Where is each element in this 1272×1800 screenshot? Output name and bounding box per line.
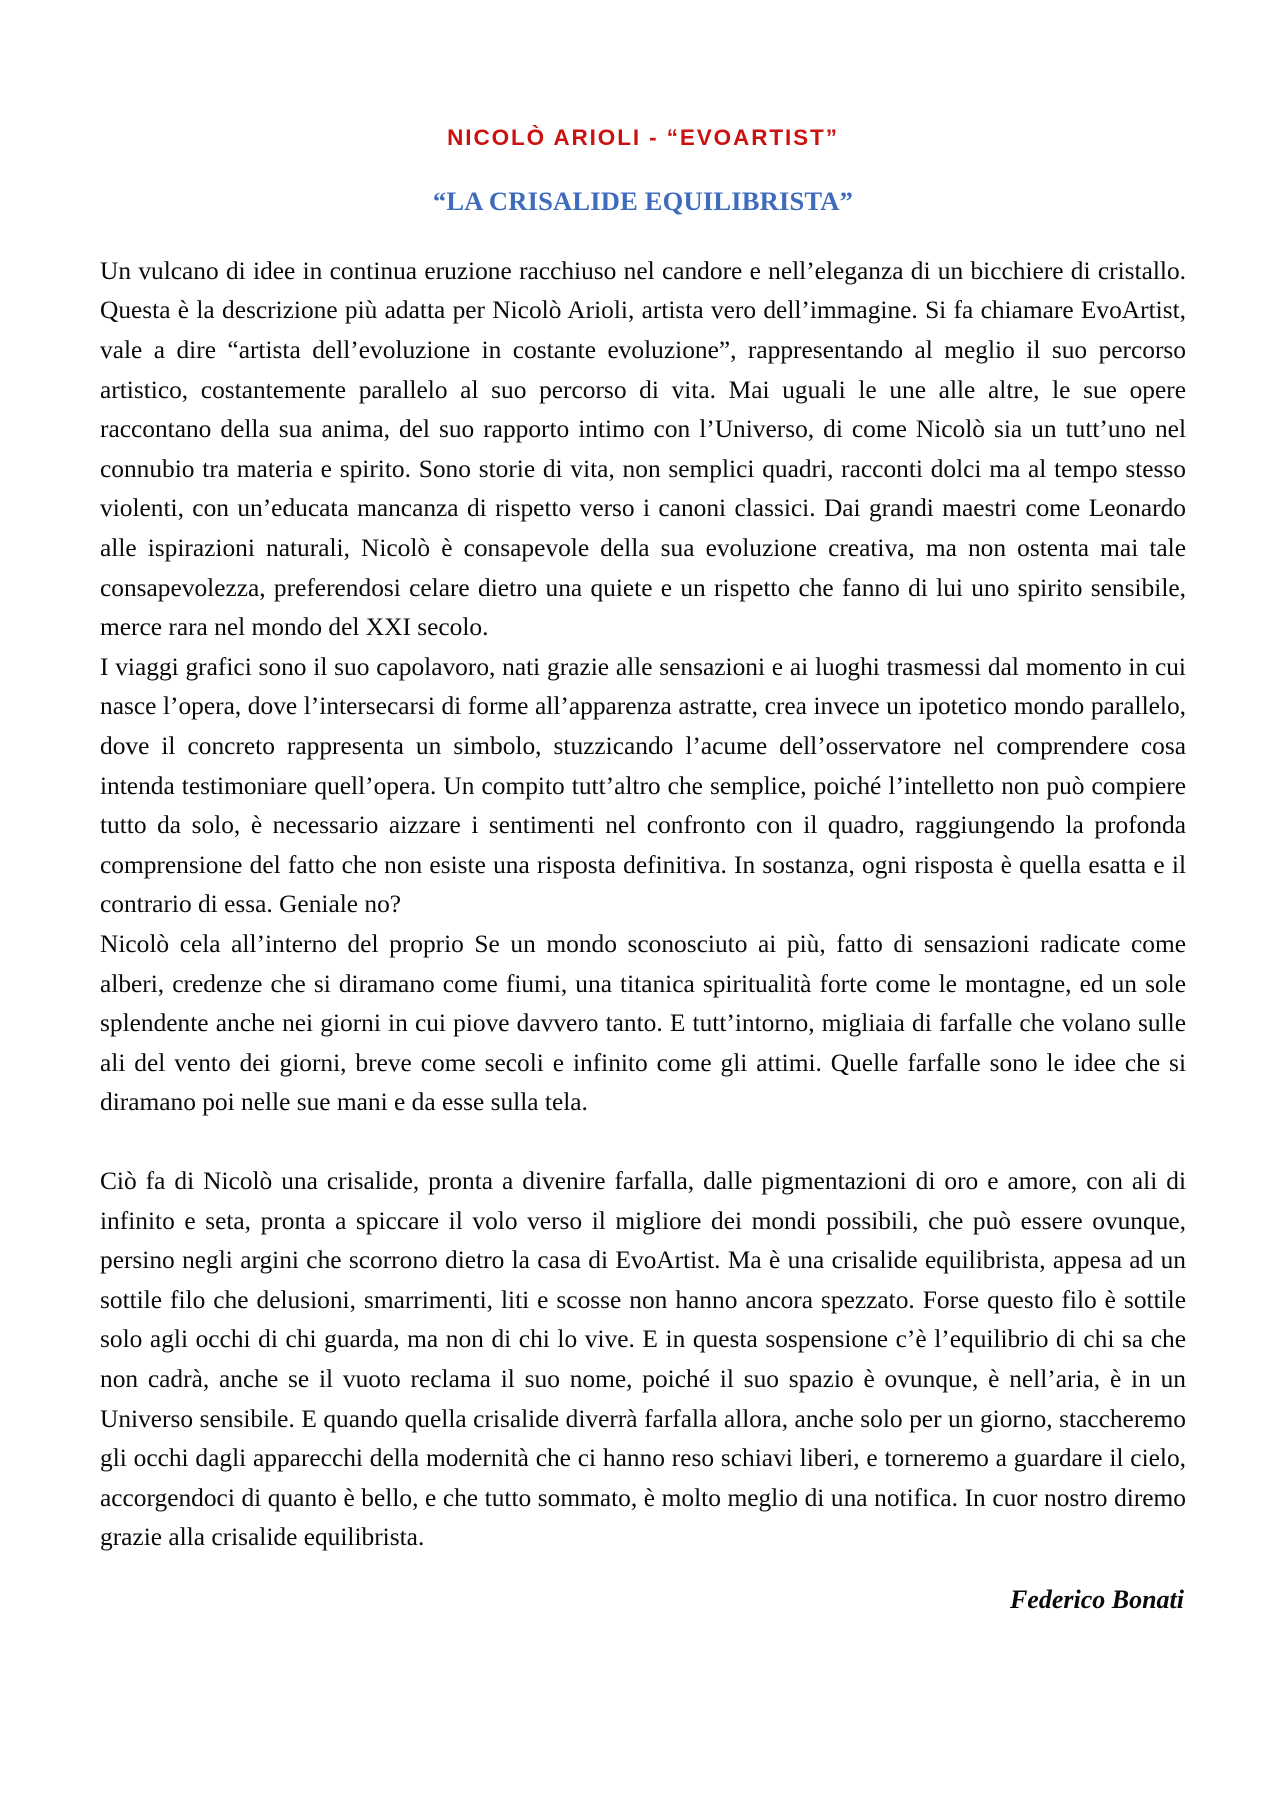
document-content [100,0,1186,1615]
paragraph: Ciò fa di Nicolò una crisalide, pronta a divenire farfalla, dalle pigmentazioni di oro e amore, con ali di infinito e seta, pronta a spiccare il volo verso il migliore dei mondi possibili, che può essere ovunque, persino negli argini che scorrono dietro la casa di EvoArtist. Ma è una crisalide equilibrista, appesa ad un sottile filo che delusioni, smarrimenti, liti e scosse non hanno ancora spezzato. Forse questo filo è sottile solo agli occhi di chi guarda, ma non di chi lo vive. E in questa sospensione c’è l’equilibrio di chi sa che non cadrà, anche se il vuoto reclama il suo nome, poiché il suo spazio è ovunque, è nell’aria, è in un Universo sensibile. E quando quella crisalide diverrà farfalla allora, anche solo per un giorno, staccheremo gli occhi dagli apparecchi della modernità che ci hanno reso schiavi liberi, e torneremo a guardare il cielo, accorgendoci di quanto è bello, e che tutto sommato, è molto meglio di una notifica. In cuor nostro diremo grazie alla crisalide equilibrista. [100,1166,1186,1552]
page-title: NICOLÒ ARIOLI - “EVOARTIST” [447,125,839,150]
paragraph: Nicolò cela all’interno del proprio Se un mondo sconosciuto ai più, fatto di sensazioni radicate come alberi, credenze che si diramano come fiumi, una titanica spiritualità forte come le montagne, ed un sole splendente anche nei giorni in cui piove davvero tanto. E tutt’intorno, migliaia di farfalle che volano sulle ali del vento dei giorni, breve come secoli e infinito come gli attimi. Quelle farfalle sono le idee che si diramano poi nelle sue mani e da esse sulla tela. [100,929,1186,1117]
paragraph: I viaggi grafici sono il suo capolavoro, nati grazie alle sensazioni e ai luoghi trasmessi dal momento in cui nasce l’opera, dove l’intersecarsi di forme all’apparenza astratte, crea invece un ipotetico mondo parallelo, dove il concreto rappresenta un simbolo, stuzzicando l’acume dell’osservatore nel comprendere cosa intenda testimoniare quell’opera. Un compito tutt’altro che semplice, poiché l’intelletto non può compiere tutto da solo, è necessario aizzare i sentimenti nel confronto con il quadro, raggiungendo la profonda comprensione del fatto che non esiste una risposta definitiva. In sostanza, ogni risposta è quella esatta e il contrario di essa. Geniale no? [100,652,1186,919]
paragraph: Un vulcano di idee in continua eruzione racchiuso nel candore e nell’eleganza di un bicchiere di cristallo. Questa è la descrizione più adatta per Nicolò Arioli, artista vero dell’immagine. Si fa chiamare EvoArtist, vale a dire “artista dell’evoluzione in costante evoluzione”, rappresentando al meglio il suo percorso artistico, costantemente parallelo al suo percorso di vita. Mai uguali le une alle altre, le sue opere raccontano della sua anima, del suo rapporto intimo con l’Universo, di come Nicolò sia un tutt’uno nel connubio tra materia e spirito. Sono storie di vita, non semplici quadri, racconti dolci ma al tempo stesso violenti, con un’educata mancanza di rispetto verso i canoni classici. Dai grandi maestri come Leonardo alle ispirazioni naturali, Nicolò è consapevole della sua evoluzione creativa, ma non ostenta mai tale consapevolezza, preferendosi celare dietro una quiete e un rispetto che fanno di lui uno spirito sensibile, merce rara nel mondo del XXI secolo. [100,256,1186,642]
author-signature: Federico Bonati [1009,1584,1184,1614]
body-text [100,216,1186,1558]
page-subtitle: “LA CRISALIDE EQUILIBRISTA” [432,185,854,216]
